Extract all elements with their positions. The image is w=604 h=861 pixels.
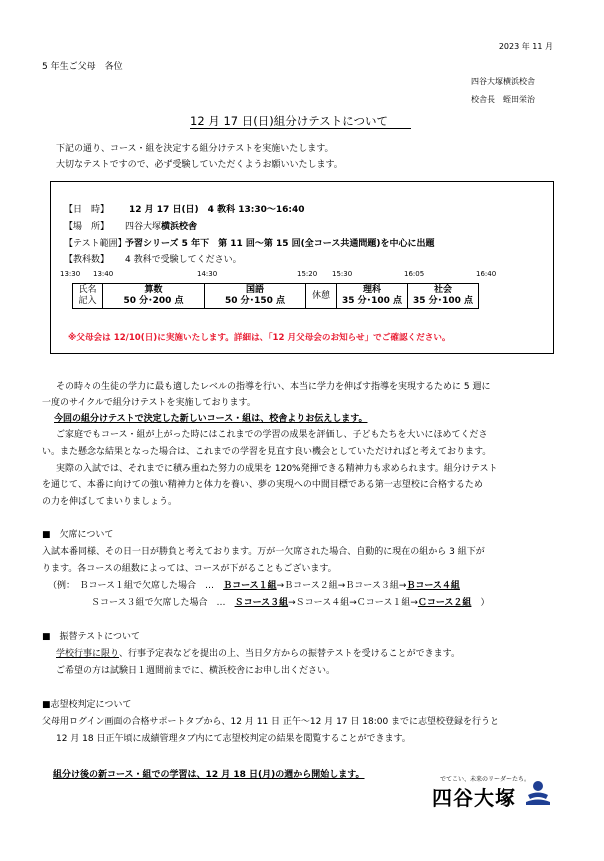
schedule-table (72, 283, 479, 309)
absence-heading: ■ 欠席について (42, 530, 114, 540)
body-line-8: の力を伸ばしてまいりましょう。 (42, 497, 178, 507)
time-1330: 13:30 (60, 270, 81, 278)
logo-mark-base (526, 800, 550, 806)
absence-line-2: ります。各コースの組数によっては、コースが下がることもございます。 (42, 564, 337, 574)
judge-line-1: 父母用ログイン画面の合格サポートタブから、12 月 11 日 正午～12 月 17 日 18:00 までに志望校登録を行うと (42, 717, 500, 727)
absence-line-1: 入試本番同様、その日一日が勝負と考えております。万が一欠席された場合、自動的に現在の組から 3 組下が (42, 547, 485, 557)
schedule-cell-kokugo: 国語 50 分･150 点 (205, 284, 306, 309)
makeup-heading: ■ 振替テストについて (42, 632, 140, 642)
addressee: 5 年生ご父母 各位 (42, 62, 123, 72)
schedule-cell-sansu: 算数 50 分･200 点 (103, 284, 205, 309)
time-1430: 14:30 (197, 270, 218, 278)
datetime-label: 【日 時】 (64, 205, 110, 215)
time-1340: 13:40 (93, 270, 114, 278)
schedule-cell-break: 休憩 (306, 284, 337, 309)
makeup-line-1: 学校行事に限り、行事予定表などを提出の上、当日夕方からの振替テストを受けることができます。 (56, 649, 460, 659)
body-line-6: 実際の入試では、それまでに積み重ねた努力の成果を 120%発揮できる精神力も求められます。組分けテスト (56, 464, 498, 474)
place-bold: 横浜校舎 (161, 222, 198, 232)
footer-note: 組分け後の新コース・組での学習は、12 月 18 日(月)の週から開始します。 (53, 770, 365, 780)
time-1530: 15:30 (332, 270, 353, 278)
logo-mark-icon (524, 780, 552, 806)
place-value (125, 219, 197, 232)
makeup-line-2: ご希望の方は試験日１週間前までに、横浜校舎にお申し出ください。 (56, 666, 336, 676)
absence-example-1: （例： Ｂコース１組で欠席した場合 … Ｂコース１組→Ｂコース２組→Ｂコース３組→Ｂコース４組 (48, 581, 460, 591)
range-label: 【テスト範囲】 (64, 239, 127, 249)
schedule-cell-name: 氏名 記入 (73, 284, 103, 309)
page-title: 12 月 17 日(日)組分けテストについて (190, 114, 389, 128)
absence-example-2: Ｓコース３組で欠席した場合 … Ｓコース３組→Ｓコース４組→Ｃコース１組→Ｃコース２組 ） (91, 598, 490, 608)
subjects-label: 【教科数】 (64, 255, 110, 265)
datetime-value: 12 月 17 日(日) 4 教科 13:30～16:40 (129, 205, 305, 215)
subjects-value: 4 教科で受験してください。 (125, 255, 242, 265)
sender-principal: 校舎長 蛭田栄治 (471, 95, 535, 104)
time-1640: 16:40 (476, 270, 497, 278)
place-prefix: 四谷大塚 (125, 222, 162, 232)
logo-mark-head (533, 781, 543, 791)
time-1605: 16:05 (404, 270, 425, 278)
time-1520: 15:20 (297, 270, 318, 278)
place-label: 【場 所】 (64, 222, 110, 232)
sender-school: 四谷大塚横浜校舎 (471, 77, 535, 86)
logo-tagline: でてこい、未来のリーダーたち。 (440, 776, 531, 783)
range-value: 予習シリーズ 5 年下 第 11 回～第 15 回(全コース共通問題)を中心に出題 (125, 239, 435, 249)
parent-meeting-notice: ※父母会は 12/10(日)に実施いたします。詳細は、「12 月父母会のお知らせ」でご確認ください。 (68, 333, 451, 343)
body-line-5: い。また懸念な結果となった場合は、これまでの学習を見直す良い機会としていただければと考えております。 (42, 447, 492, 457)
judge-heading: ■志望校判定について (42, 700, 132, 710)
body-line-4: ご家庭でもコース・組が上がった時にはこれまでの学習の成果を評価し、子どもたちを大いにほめてくださ (56, 430, 488, 440)
body-line-1: その時々の生徒の学力に最も適したレベルの指導を行い、本当に学力を伸ばす指導を実現するために 5 週に (56, 382, 491, 392)
body-line-highlight: 今回の組分けテストで決定した新しいコース・組は、校舎よりお伝えします。 (54, 414, 368, 424)
logo-mark-arc (528, 793, 548, 800)
intro-line-2: 大切なテストですので、必ず受験していただくようお願いいたします。 (56, 160, 343, 170)
logo-text: 四谷大塚 (432, 786, 516, 810)
judge-line-2: 12 月 18 日正午頃に成績管理タブ内にて志望校判定の結果を閲覧することができます。 (56, 734, 411, 744)
title-underline (190, 128, 411, 129)
intro-line-1: 下記の通り、コース・組を決定する組分けテストを実施いたします。 (56, 144, 334, 154)
schedule-cell-shakai: 社会 35 分･100 点 (408, 284, 479, 309)
schedule-cell-rika: 理科 35 分･100 点 (337, 284, 408, 309)
issue-date: 2023 年 11 月 (498, 42, 553, 51)
body-line-2: 一度のサイクルで組分けテストを実施しております。 (42, 398, 256, 408)
body-line-7: を通じて、本番に向けての強い精神力と体力を養い、夢の実現への中間目標である第一志望校に合格するため (42, 480, 483, 490)
